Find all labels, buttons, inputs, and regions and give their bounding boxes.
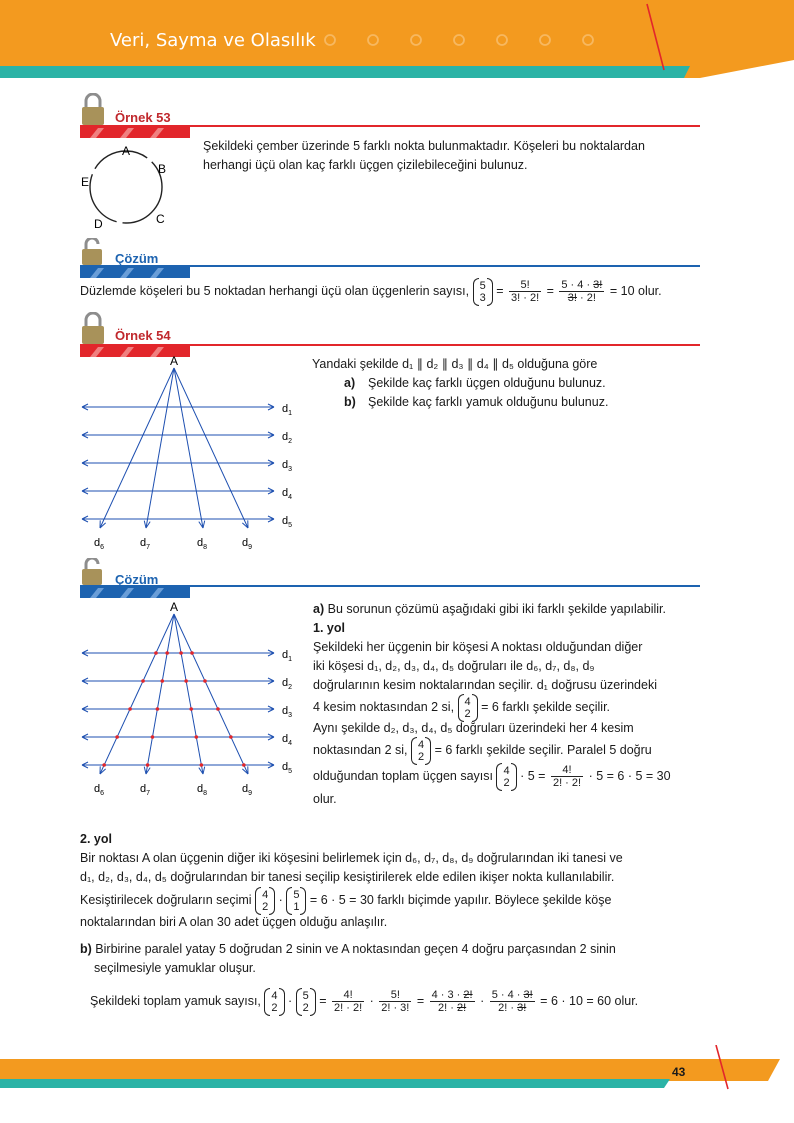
part-b-text: b) Birbirine paralel yatay 5 doğrudan 2 sinin ve A noktasından geçen 4 doğru parçasından 2 sinin seçilmesiyle yamuklar oluşur. Şekildeki toplam yamuk sayısı, 4 2 · 5 2 = $\frac{4!}{2! \cdot 2!}$ · $\frac{5!}{2! \cdot 3!}$ = $\frac{4 \cdot 3 \cdot 2!}{2! \cdot 2!}$ · $\frac{5 \cdot 4 \cdot 3!}{2! \cdot 3!}$ = 6 · 10 = 60 olur. [80, 942, 639, 1015]
binomial-5-3: 5 3 [473, 280, 493, 304]
line-label-d1: $d_1$ [282, 649, 293, 663]
cozum1-bar [80, 238, 700, 278]
unlocked-icon [82, 238, 102, 265]
circle-figure [78, 142, 188, 232]
ray-line-6 [100, 368, 174, 528]
ray-label-d6: $d_6$ [94, 537, 105, 551]
intersection-point [156, 707, 160, 711]
ray-line-6 [100, 614, 174, 774]
yol1-text: a) Bu sorunun çözümü aşağıdaki gibi iki farklı şekilde yapılabilir. 1. yol Şekildeki her üçgenin bir köşesi A noktası olduğundan diğer iki köşesi d₁, d₂, d₃, d₄, d₅ doğruları ile d₆, d₇, d₈, d₉ doğrularının kesim noktalarından seçilir. d₁ doğrusu üzerindeki 4 kesim noktasından 2 si, 4 2 = 6 farklı şekilde seçilir. Aynı şekilde d₂, d₃, d₄, d₅ doğruları üzerindeki her 4 kesim noktasından 2 si, 4 2 = 6 farklı şekilde seçilir. Paralel 5 doğru olduğundan toplam üçgen sayısı 4 2 · 5 = $\frac{4!}{2! \cdot 2!}$ · 5 = 6 · 5 = 30 olur. [313, 602, 671, 806]
ornek53-bar [80, 93, 700, 138]
ray-line-8 [174, 614, 203, 774]
ray-label-d6: $d_6$ [94, 783, 105, 797]
lock-icon [82, 313, 104, 344]
line-label-d3: $d_3$ [282, 705, 293, 719]
ornek54-question: Yandaki şekilde d₁ ∥ d₂ ∥ d₃ ∥ d₄ ∥ d₅ olduğuna göre a) Şekilde kaç farklı üçgen olduğunu bulunuz. b) Şekilde kaç farklı yamuk olduğunu bulunuz. [312, 357, 609, 409]
ray-line-9 [174, 368, 248, 528]
intersection-point [216, 707, 220, 711]
line-label-d5: $d_5$ [282, 515, 293, 529]
intersection-point [160, 679, 164, 683]
line-label-d2: $d_2$ [282, 431, 293, 445]
intersection-point [146, 763, 150, 767]
ray-label-d9: $d_9$ [242, 537, 253, 551]
ornek54-bar [80, 312, 700, 357]
yol2-text: 2. yol Bir noktası A olan üçgenin diğer iki köşesini belirlemek için d₆, d₇, d₈, d₉ doğrularından iki tanesi ve d₁, d₂, d₃, d₄, d₅ doğrularından bir tanesi seçilip kesiştirilerek elde edilen ikişer nokta kullanılabilir. Kesiştirilecek doğruların seçimi 4 2 · 5 1 = 6 · 5 = 30 farklı biçimde yapılır. Böylece şekilde köşe noktalarından biri A olan 30 adet üçgen olduğu anlaşılır. [80, 832, 623, 929]
ray-label-d7: $d_7$ [140, 783, 151, 797]
fan-figure-2 [78, 598, 308, 803]
intersection-point [190, 651, 194, 655]
intersection-point [151, 735, 155, 739]
ray-label-d8: $d_8$ [197, 783, 208, 797]
header-title: Veri, Sayma ve Olasılık [110, 30, 316, 51]
intersection-point [141, 679, 145, 683]
intersection-point [115, 735, 119, 739]
line-label-d4: $d_4$ [282, 487, 293, 501]
ray-label-d8: $d_8$ [197, 537, 208, 551]
unlocked-icon [82, 558, 102, 585]
point-label-C: C [156, 212, 165, 226]
ray-label-d9: $d_9$ [242, 783, 253, 797]
intersection-point [189, 707, 193, 711]
ornek54-label: Örnek 54 [115, 328, 171, 343]
intersection-point [128, 707, 132, 711]
lock-icon [82, 94, 104, 125]
line-label-d2: $d_2$ [282, 677, 293, 691]
intersection-point [194, 735, 198, 739]
intersection-point [102, 763, 106, 767]
ray-line-7 [146, 368, 174, 528]
cozum2-bar [80, 558, 700, 598]
ray-line-8 [174, 368, 203, 528]
ray-line-7 [146, 614, 174, 774]
footer-banner [0, 1045, 794, 1123]
point-label-B: B [158, 162, 167, 176]
page-number: 43 [672, 1065, 686, 1079]
intersection-point [179, 651, 183, 655]
point-label-E: E [81, 175, 90, 189]
cozum2-label: Çözüm [115, 572, 159, 587]
intersection-point [184, 679, 188, 683]
intersection-point [200, 763, 204, 767]
intersection-point [203, 679, 207, 683]
intersection-point [154, 651, 158, 655]
cozum1-label: Çözüm [115, 251, 159, 266]
intersection-point [229, 735, 233, 739]
ray-line-9 [174, 614, 248, 774]
line-label-d4: $d_4$ [282, 733, 293, 747]
ornek53-question: Şekildeki çember üzerinde 5 farklı nokta bulunmaktadır. Köşeleri bu noktalardan herhangi üçü olan kaç farklı üçgen çizilebileceğini bulunuz. [203, 139, 645, 172]
intersection-point [242, 763, 246, 767]
point-label-A: A [122, 144, 131, 158]
line-label-d5: $d_5$ [282, 761, 293, 775]
intersection-point [165, 651, 169, 655]
point-label-D: D [94, 217, 103, 231]
apex-label: A [170, 354, 179, 368]
ornek53-label: Örnek 53 [115, 110, 171, 125]
ray-label-d7: $d_7$ [140, 537, 151, 551]
cozum1-answer: Düzlemde köşeleri bu 5 noktadan herhangi üçü olan üçgenlerin sayısı, 5 3 = $\frac{5!}{3! \cdot 2!}$ = $\frac{5 \cdot 4 \cdot 3!}{3! \cdot 2!}$ = 10 olur. [80, 279, 662, 304]
line-label-d3: $d_3$ [282, 459, 293, 473]
line-label-d1: $d_1$ [282, 403, 293, 417]
apex-label: A [170, 600, 179, 614]
fan-figure-1 [78, 352, 308, 557]
